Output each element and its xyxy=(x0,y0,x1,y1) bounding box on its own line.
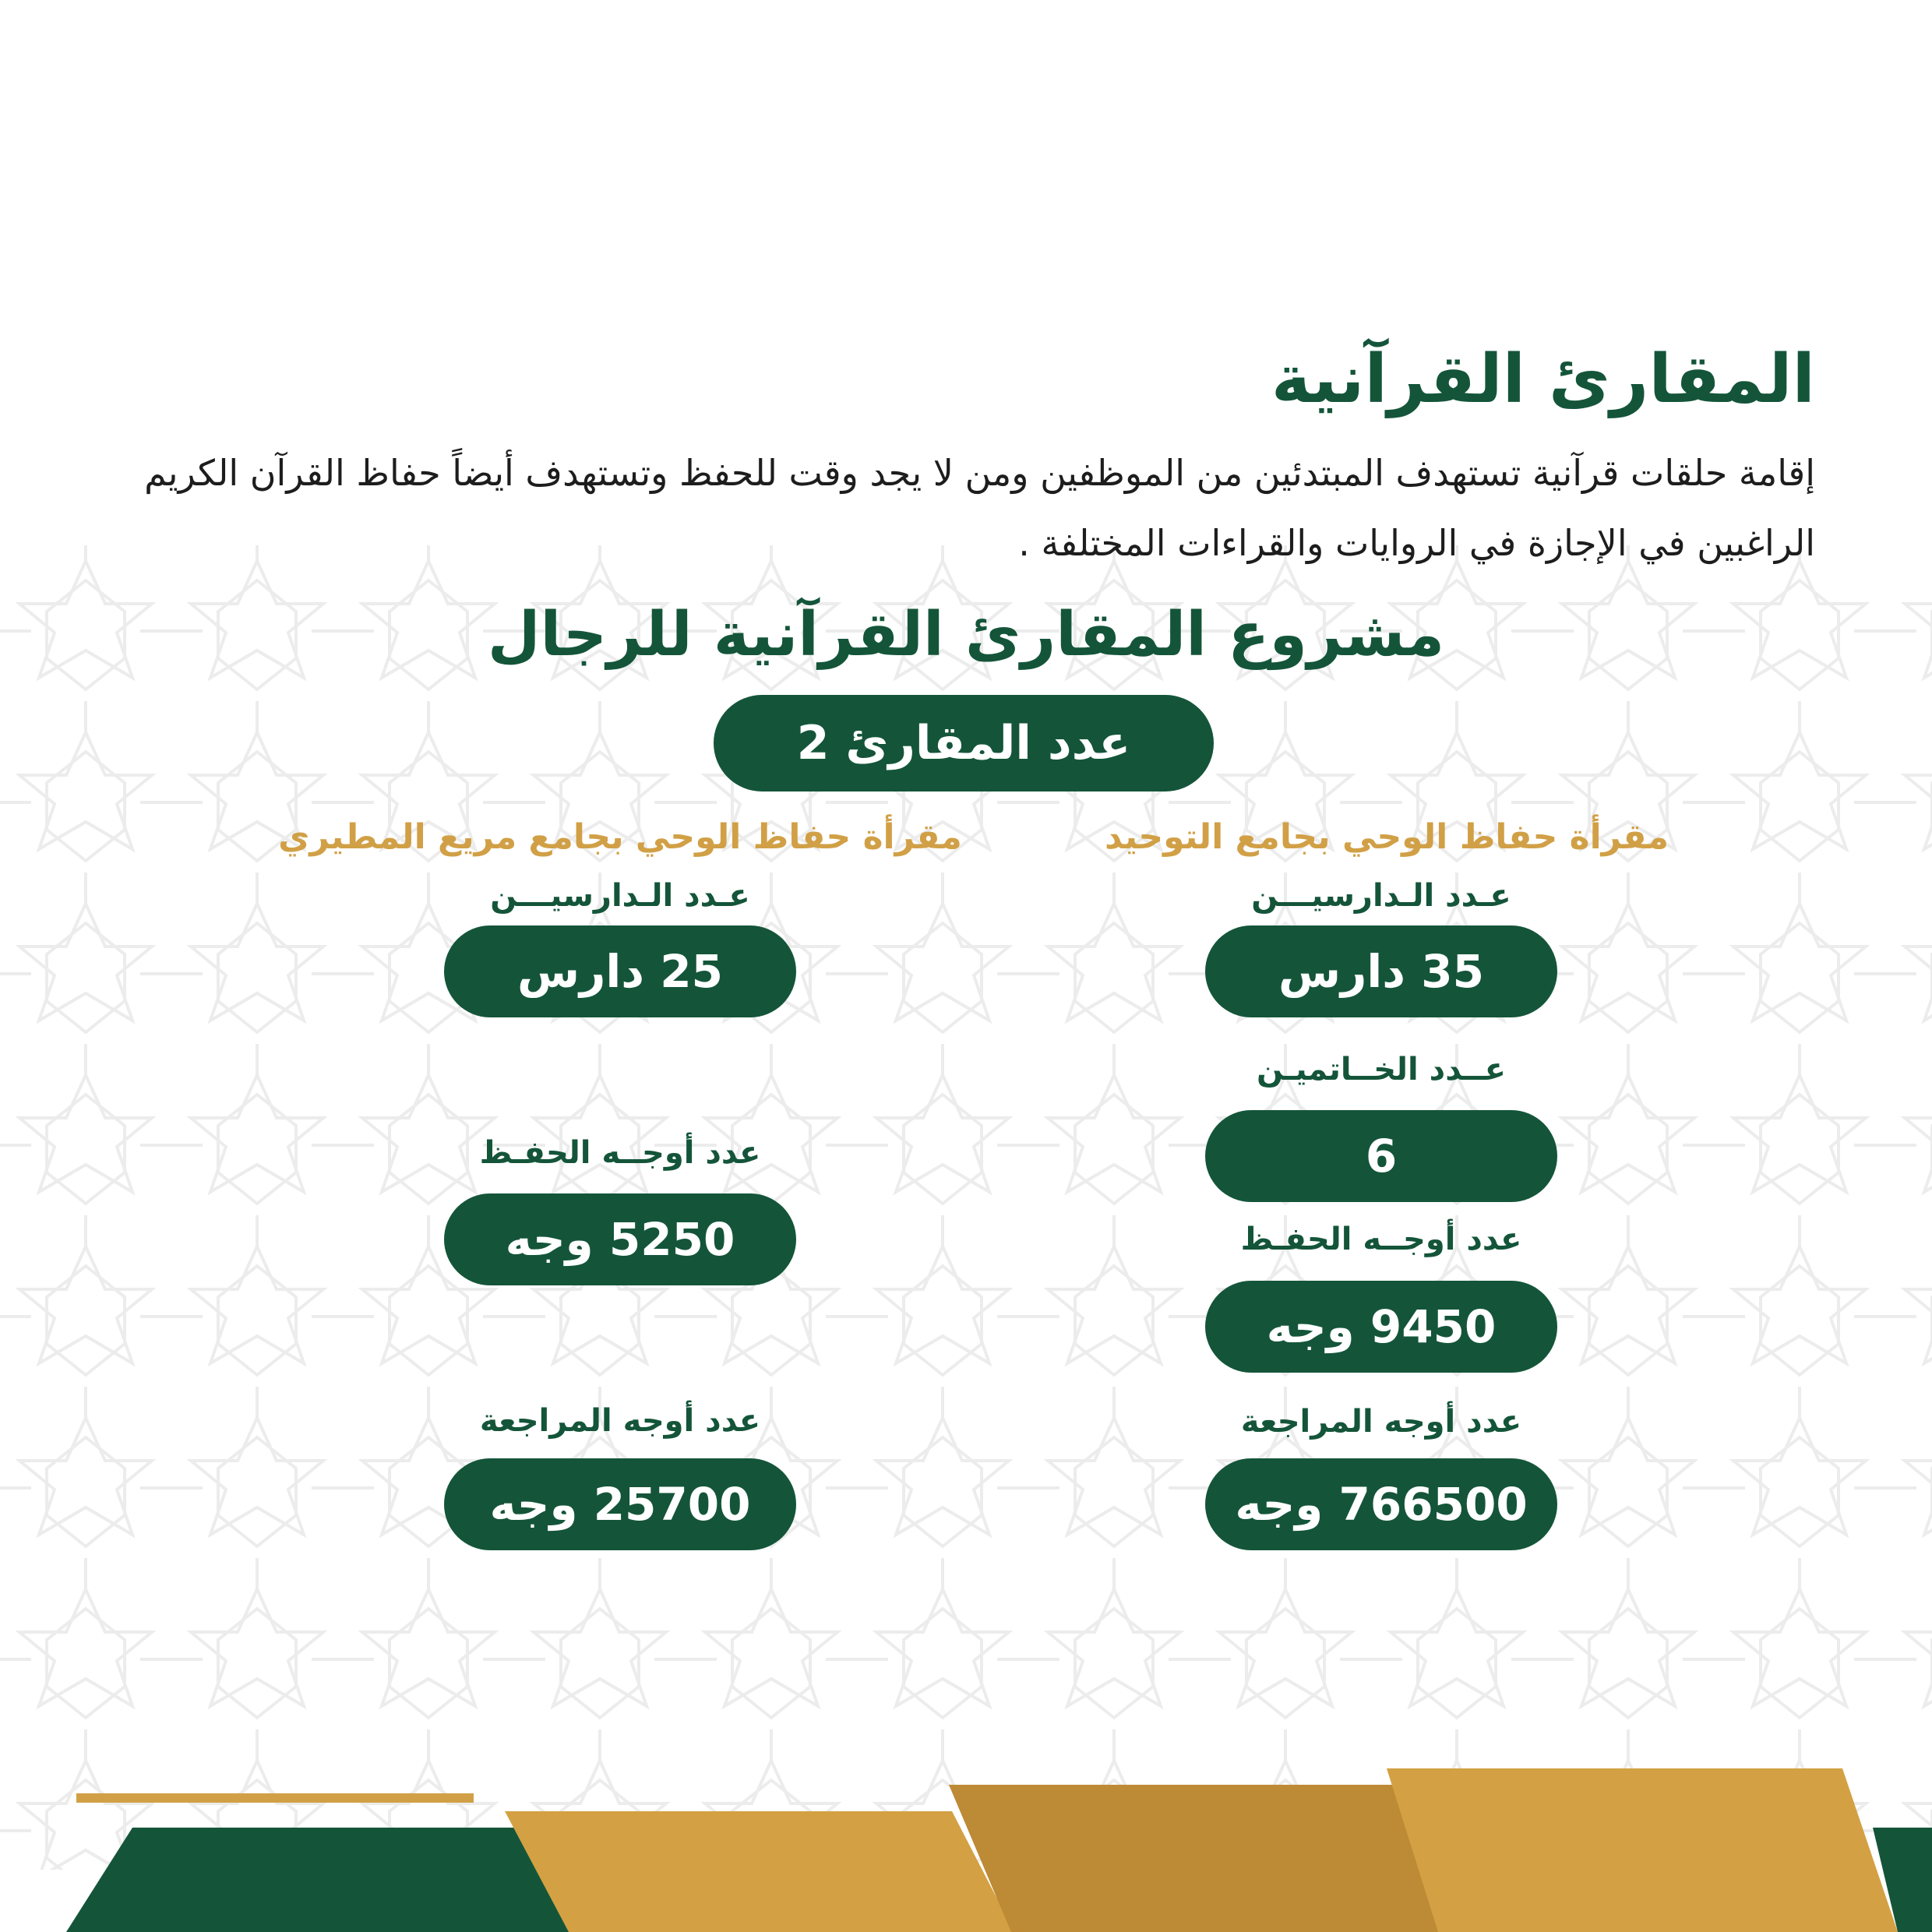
graduates-value: 6 xyxy=(1365,1130,1398,1183)
memorization-label: عدد أوجــه الحفـظ xyxy=(1240,1222,1522,1257)
dark-gold-parallelogram xyxy=(949,1785,1447,1932)
page-heading: المقارئ القرآنية xyxy=(1271,340,1815,418)
gold-accent-line xyxy=(76,1793,474,1803)
intro-paragraph: إقامة حلقات قرآنية تستهدف المبتدئين من الموظفين ومن لا يجد وقت للحفظ وتستهدف أيضاً حفاظ القرآن الكريم الراغبين في الإجازة في الروايات والقراءات المختلفة . xyxy=(144,452,1815,564)
review-value-badge xyxy=(1205,1458,1557,1550)
column-title-tawheed: مقرأة حفاظ الوحي بجامع التوحيد xyxy=(1105,817,1669,857)
gold-parallelogram-1 xyxy=(505,1811,1014,1932)
column-title-mutairi: مقرأة حفاظ الوحي بجامع مريع المطيري xyxy=(278,817,962,857)
review-value-badge xyxy=(444,1458,796,1550)
review-value: 766500 وجه xyxy=(1235,1478,1528,1531)
project-title: مشروع المقارئ القرآنية للرجال xyxy=(487,600,1445,670)
review-label: عدد أوجه المراجعة xyxy=(1240,1404,1522,1440)
decorative-bottom-band xyxy=(0,1761,1932,1932)
graduates-label: عــدد الخــاتميـن xyxy=(1257,1052,1506,1088)
gold-parallelogram-2 xyxy=(1387,1768,1898,1932)
students-value-badge xyxy=(444,925,796,1017)
review-value: 25700 وجه xyxy=(489,1478,751,1531)
green-parallelogram-left xyxy=(66,1828,584,1932)
students-value: 35 دارس xyxy=(1278,945,1484,998)
memorization-value-badge xyxy=(444,1193,796,1285)
students-value: 25 دارس xyxy=(517,945,723,998)
memorization-label: عدد أوجــه الحفـظ xyxy=(479,1135,761,1171)
students-value-badge xyxy=(1205,925,1557,1017)
students-label: عـدد الـدارسيـــن xyxy=(1251,878,1511,914)
students-label: عـدد الـدارسيـــن xyxy=(490,878,750,914)
total-count-badge: عدد المقارئ 2 xyxy=(714,695,1214,791)
memorization-value: 5250 وجه xyxy=(505,1213,735,1266)
review-label: عدد أوجه المراجعة xyxy=(479,1403,761,1439)
memorization-value-badge xyxy=(1205,1281,1557,1373)
graduates-value-badge xyxy=(1205,1110,1557,1202)
memorization-value: 9450 وجه xyxy=(1266,1300,1497,1353)
